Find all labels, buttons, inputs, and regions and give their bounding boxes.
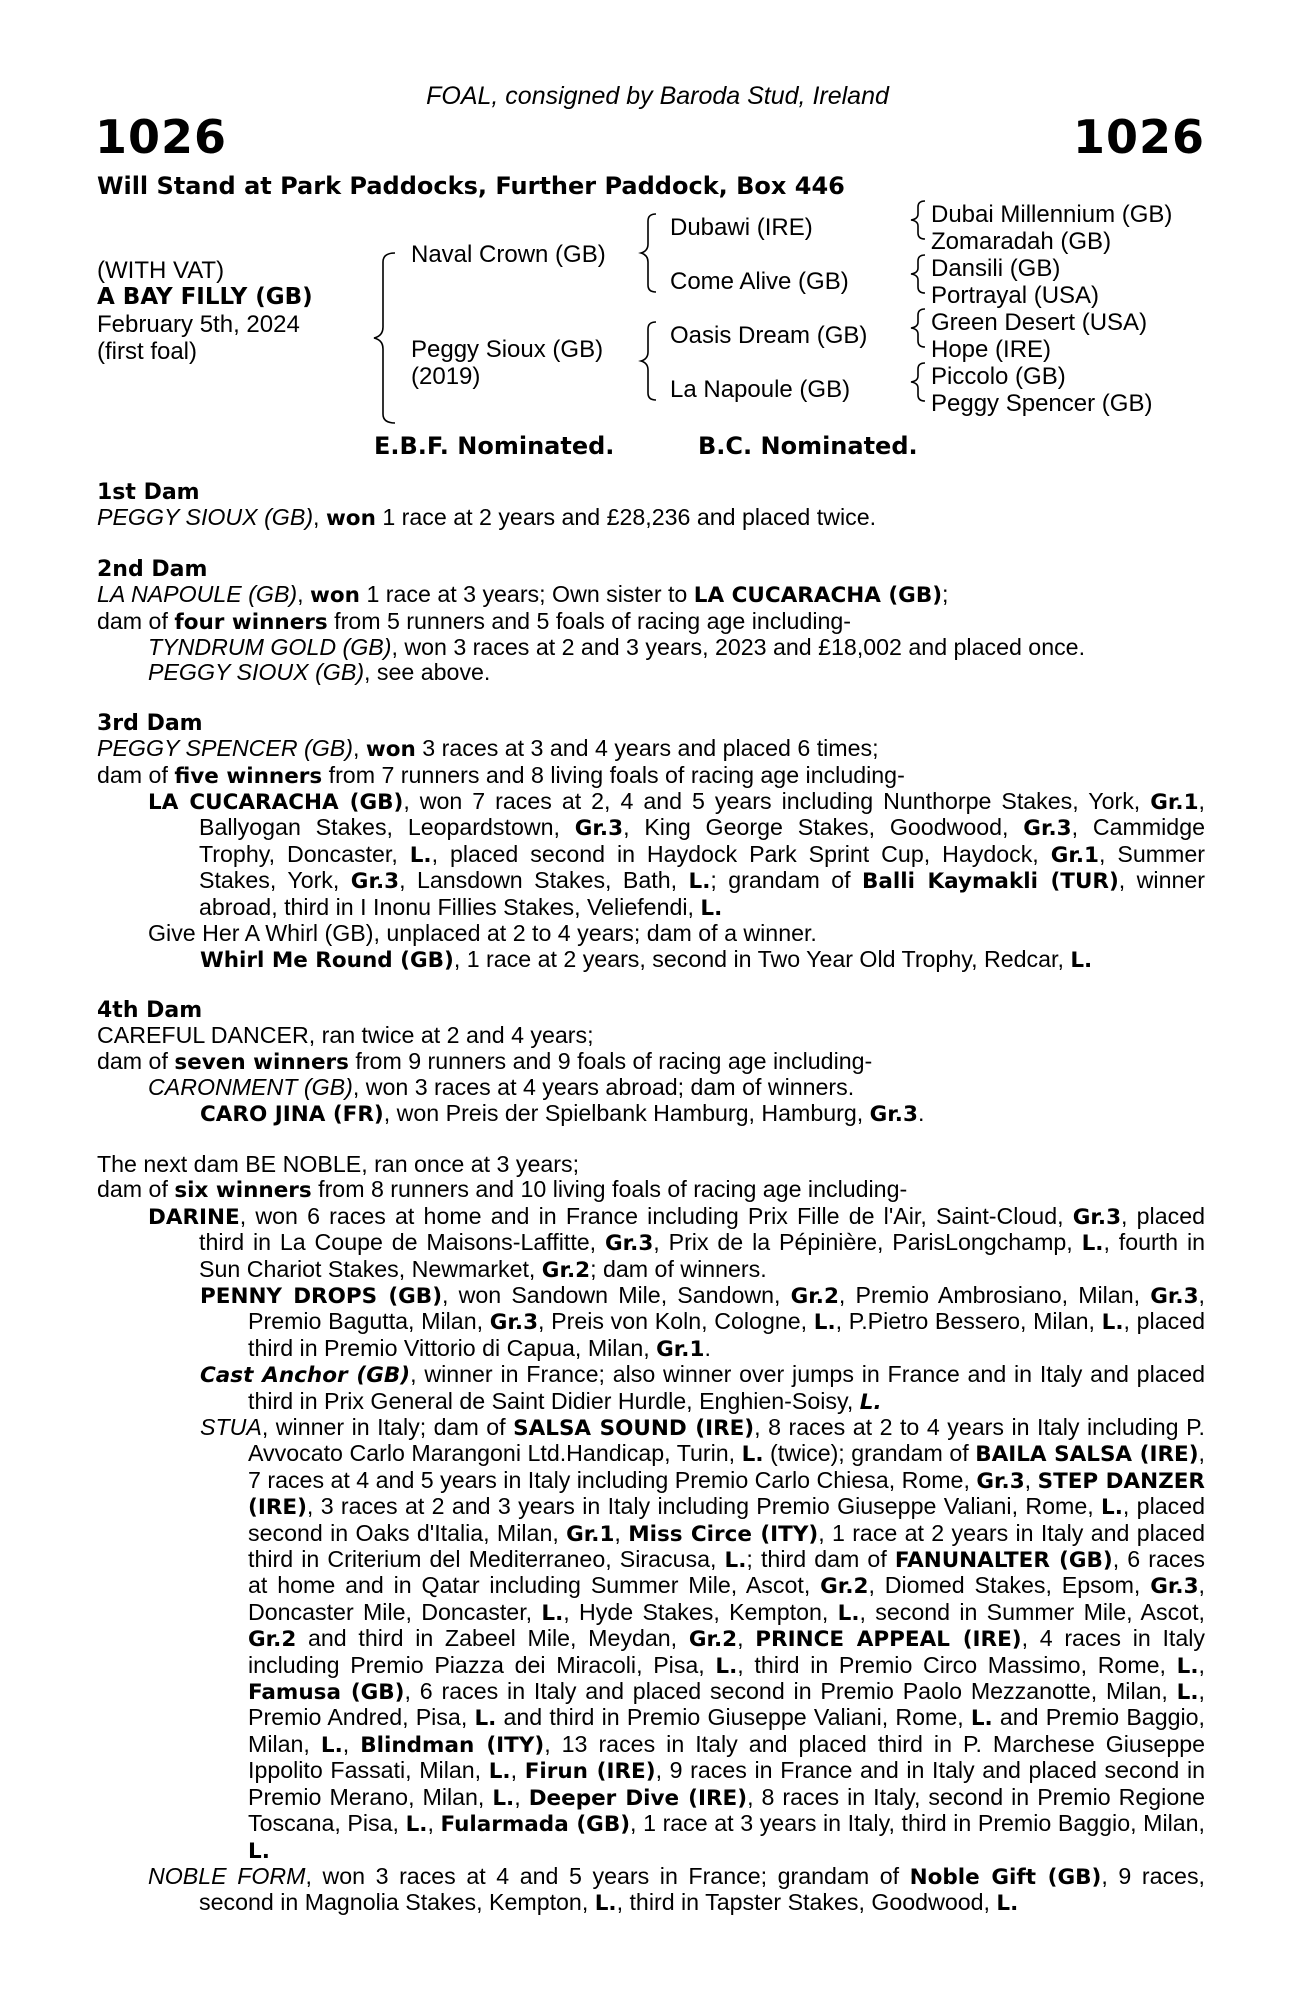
text: dam of xyxy=(97,1047,175,1074)
g3-sss: Dubai Millennium (GB) xyxy=(931,201,1173,228)
grade: L. xyxy=(594,1891,617,1917)
produce-entry xyxy=(97,789,1205,921)
text: , xyxy=(737,1625,756,1652)
horse-name: Whirl Me Round (GB) xyxy=(200,947,454,973)
text: , fourth in Sun Chariot Stakes, Newmarket, xyxy=(199,1229,1205,1282)
horse-name: Cast Anchor (GB) xyxy=(200,1363,411,1389)
ebf-nomination: E.B.F. Nominated. xyxy=(374,432,615,460)
text: , Lansdown Stakes, Bath, xyxy=(399,867,689,894)
text: dam of xyxy=(97,761,175,788)
text: , won 7 races at 2, 4 and 5 years including Nunthorpe Stakes, York, xyxy=(403,788,1151,815)
text: , placed second in Haydock Park Sprint Cup, Haydock, xyxy=(431,840,1051,867)
grade: L. xyxy=(813,1310,836,1336)
foal-note: (first foal) xyxy=(97,338,198,365)
text: , second in Summer Mile, Ascot, xyxy=(859,1598,1205,1625)
text: , third in Tapster Stakes, Goodwood, xyxy=(616,1889,997,1916)
winners-count: four winners xyxy=(174,609,328,635)
g3-ssd: Zomaradah (GB) xyxy=(931,228,1112,255)
text: , won Preis der Spielbank Hamburg, Hamburg, xyxy=(383,1099,870,1126)
horse-name: Famusa (GB) xyxy=(248,1680,405,1706)
lot-number-right: 1026 xyxy=(1072,110,1205,164)
dam-year: (2019) xyxy=(411,363,481,390)
grade: L. xyxy=(859,1389,882,1415)
third-dam-produce-line xyxy=(97,763,1205,789)
produce-entry: Give Her A Whirl (GB), unplaced at 2 to 4 years; dam of a winner. xyxy=(148,920,817,947)
grade: Gr.3 xyxy=(1150,1283,1199,1309)
text: from 8 runners and 10 living foals of racing age including- xyxy=(311,1176,908,1203)
won-label: won xyxy=(365,737,416,763)
horse-name: CARO JINA (FR) xyxy=(200,1101,384,1127)
produce-entry xyxy=(97,1075,1205,1100)
text: and third in Zabeel Mile, Meydan, xyxy=(296,1625,689,1652)
text: from 5 runners and 5 foals of racing age including- xyxy=(327,607,852,634)
produce-entry xyxy=(97,947,1205,973)
grade: L. xyxy=(405,1812,428,1838)
g3-ddd: Peggy Spencer (GB) xyxy=(931,390,1153,417)
text: ; third dam of xyxy=(746,1546,895,1573)
text: , Summer Stakes, York, xyxy=(199,840,1205,894)
grade: L. xyxy=(837,1600,860,1626)
text: dam of xyxy=(97,607,175,634)
text: . xyxy=(917,1099,925,1126)
text: . xyxy=(704,1334,711,1361)
grade: Gr.2 xyxy=(790,1283,839,1309)
text: , Doncaster Mile, Doncaster, xyxy=(248,1572,1205,1625)
text: , xyxy=(1198,1651,1205,1678)
text: , winner abroad, third in I Inonu Fillies Stakes, Veliefendi, xyxy=(199,867,1205,920)
text: , xyxy=(510,1757,525,1784)
grade: L. xyxy=(700,895,723,921)
text: , 1 race at 2 years, second in Two Year Old Trophy, Redcar, xyxy=(453,945,1071,972)
sire-name: Naval Crown (GB) xyxy=(411,241,606,268)
dam-sire: Oasis Dream (GB) xyxy=(670,322,868,349)
stand-location: Will Stand at Park Paddocks, Further Paddock, Box 446 xyxy=(97,172,845,200)
text: , 4 races in Italy including Premio Piazza dei Miracoli, Pisa, xyxy=(248,1625,1205,1678)
text: , 9 races, second in Magnolia Stakes, Kempton, xyxy=(199,1862,1205,1916)
g3-sds: Dansili (GB) xyxy=(931,255,1061,282)
sister-name: LA CUCARACHA (GB) xyxy=(693,583,943,609)
grade: Gr.2 xyxy=(541,1257,591,1283)
text: , 8 races in Italy, second in Premio Regione Toscana, Pisa, xyxy=(248,1783,1206,1837)
text: , King George Stakes, Goodwood, xyxy=(623,814,1024,841)
horse-name: STEP DANZER (IRE) xyxy=(248,1468,1205,1521)
first-dam-line: PEGGY SIOUX (GB), won 1 race at 2 years and £28,236 and placed twice. xyxy=(97,504,877,532)
grade: L. xyxy=(474,1706,497,1732)
grade: L. xyxy=(1101,1495,1123,1521)
text: , Prix de la Pépinière, ParisLongchamp, xyxy=(653,1229,1082,1256)
text: , winner in France; also winner over jumps in France and in Italy and placed third in Prix General de Saint Didier Hurdle, Enghien-Soisy, xyxy=(248,1361,1206,1414)
grade: Gr.1 xyxy=(1050,842,1099,868)
produce-entry xyxy=(97,1101,1205,1127)
grade: L. xyxy=(1176,1653,1199,1679)
horse-name: Balli Kaymakli (TUR) xyxy=(862,869,1119,895)
g3-dds: Piccolo (GB) xyxy=(931,363,1066,390)
text: ; xyxy=(942,581,949,608)
grade: L. xyxy=(741,1442,764,1468)
catalogue-body xyxy=(97,480,1205,1917)
third-dam-line: PEGGY SPENCER (GB), won 3 races at 3 and 4 years and placed 6 times; xyxy=(97,735,879,763)
dam-name: PEGGY SPENCER (GB) xyxy=(97,735,353,762)
grade: L. xyxy=(1081,1231,1104,1257)
winners-count: seven winners xyxy=(174,1049,349,1075)
text: , Premio Ambrosiano, Milan, xyxy=(838,1281,1151,1308)
text: , 6 races in Italy and placed second in Premio Paolo Mezzanotte, Milan, xyxy=(404,1678,1177,1705)
second-dam-heading: 2nd Dam xyxy=(97,556,208,582)
horse-name: Deeper Dive (IRE) xyxy=(528,1785,748,1811)
vat-note: (WITH VAT) xyxy=(97,257,225,284)
third-dam-heading: 3rd Dam xyxy=(97,710,203,736)
text: , Hyde Stakes, Kempton, xyxy=(563,1598,838,1625)
text: , Diomed Stakes, Epsom, xyxy=(868,1572,1151,1599)
won-label: won xyxy=(310,583,360,609)
produce-entry xyxy=(97,635,1205,660)
horse-name: Firun (IRE) xyxy=(524,1759,656,1785)
text: , 13 races in Italy and placed third in P. Marchese Giuseppe Ippolito Fassati, Milan, xyxy=(248,1730,1206,1784)
text: , 1 race at 2 years in Italy and placed third in Criterium del Mediterraneo, Siracusa, xyxy=(248,1519,1206,1573)
grade: L. xyxy=(541,1600,564,1626)
text: 3 races at 3 and 4 years and placed 6 times; xyxy=(415,735,879,762)
text: , won 6 races at home and in France including Prix Fille de l'Air, Saint-Cloud, xyxy=(239,1202,1073,1229)
second-dam-line: LA NAPOULE (GB), won 1 race at 3 years; Own sister to LA CUCARACHA (GB); xyxy=(97,581,949,609)
horse-name: PENNY DROPS (GB) xyxy=(200,1283,443,1309)
produce-entry xyxy=(97,1204,1205,1283)
text: , xyxy=(614,1519,629,1546)
text: (twice); grandam of xyxy=(763,1440,976,1467)
grade: L. xyxy=(724,1548,747,1574)
text: , xyxy=(427,1810,441,1837)
grade: L. xyxy=(688,869,711,895)
grade: L. xyxy=(970,1706,993,1732)
text: , 7 races at 4 and 5 years in Italy including Premio Carlo Chiesa, Rome, xyxy=(248,1440,1205,1493)
text: from 9 runners and 9 foals of racing age including- xyxy=(348,1047,873,1074)
horse-name: A BAY FILLY (GB) xyxy=(97,284,313,310)
fourth-dam-produce-line xyxy=(97,1049,1205,1075)
dam-record: 1 race at 2 years and £28,236 and placed twice. xyxy=(375,504,877,531)
g3-dss: Green Desert (USA) xyxy=(931,309,1148,336)
horse-name: Noble Gift (GB) xyxy=(909,1864,1102,1890)
grade: L. xyxy=(1101,1310,1124,1336)
horse-name: Blindman (ITY) xyxy=(360,1732,545,1758)
text: dam of xyxy=(97,1176,175,1203)
text: from 7 runners and 8 living foals of racing age including- xyxy=(322,761,905,788)
grade: L. xyxy=(248,1838,270,1864)
grade: Gr.1 xyxy=(1150,790,1199,816)
fourth-dam-heading: 4th Dam xyxy=(97,997,203,1023)
lot-number-left: 1026 xyxy=(95,110,228,164)
dam-dam: La Napoule (GB) xyxy=(670,376,851,403)
grade: Gr.3 xyxy=(574,816,624,842)
text: 1 race at 3 years; Own sister to xyxy=(360,581,694,608)
text: and Premio Baggio, Milan, xyxy=(248,1704,1205,1757)
grade: Gr.3 xyxy=(1023,816,1072,842)
text: , won 3 races at 4 years abroad; dam of winners. xyxy=(352,1074,855,1101)
text: , Premio Andred, Pisa, xyxy=(248,1678,1205,1731)
text: , Ballyogan Stakes, Leopardstown, xyxy=(199,788,1205,841)
horse-name: CARONMENT (GB) xyxy=(148,1074,353,1101)
text: ; grandam of xyxy=(710,867,863,894)
grade: L. xyxy=(492,1785,515,1811)
won-label: won xyxy=(325,506,376,532)
text: and third in Premio Giuseppe Valiani, Rome, xyxy=(496,1704,971,1731)
text: , 9 races in France and in Italy and placed second in Premio Merano, Milan, xyxy=(248,1757,1205,1810)
horse-name: NOBLE FORM xyxy=(148,1862,306,1889)
dam-name: Peggy Sioux (GB) xyxy=(411,336,604,363)
text: , 8 races at 2 to 4 years in Italy including P. Avvocato Carlo Marangoni Ltd.Handicap, Turin, xyxy=(248,1414,1205,1467)
dam-name: LA NAPOULE (GB) xyxy=(97,581,298,608)
foaling-date: February 5th, 2024 xyxy=(97,311,300,338)
horse-name: Miss Circe (ITY) xyxy=(628,1521,819,1547)
horse-name: FANUNALTER (GB) xyxy=(894,1548,1113,1574)
first-dam-heading: 1st Dam xyxy=(97,480,200,505)
text: , Cammidge Trophy, Doncaster, xyxy=(199,814,1205,867)
grade: L. xyxy=(320,1732,343,1758)
text: , placed third in La Coupe de Maisons-Laffitte, xyxy=(199,1202,1205,1256)
produce-entry xyxy=(97,1864,1205,1917)
text: , xyxy=(342,1730,361,1757)
horse-name: STUA xyxy=(200,1414,262,1440)
grade: Gr.2 xyxy=(248,1627,297,1653)
grade: Gr.3 xyxy=(350,869,400,895)
g3-sdd: Portrayal (USA) xyxy=(931,282,1100,309)
text: , Premio Bagutta, Milan, xyxy=(248,1281,1205,1335)
g3-dsd: Hope (IRE) xyxy=(931,336,1052,363)
text: , see above. xyxy=(364,659,491,686)
consignor-line: FOAL, consigned by Baroda Stud, Ireland xyxy=(426,82,889,110)
next-dam-line: The next dam BE NOBLE, ran once at 3 years; xyxy=(97,1150,580,1177)
text: , P.Pietro Bessero, Milan, xyxy=(835,1308,1102,1335)
text: , 1 race at 3 years in Italy, third in Premio Baggio, Milan, xyxy=(630,1810,1205,1837)
grade: Gr.1 xyxy=(656,1336,705,1362)
text: , xyxy=(514,1783,529,1810)
grade: L. xyxy=(1070,947,1093,973)
horse-name: TYNDRUM GOLD (GB) xyxy=(148,634,392,661)
horse-name: LA CUCARACHA (GB) xyxy=(148,790,404,816)
horse-name: DARINE xyxy=(148,1204,240,1230)
text: ; dam of winners. xyxy=(590,1255,767,1282)
dam-name: PEGGY SIOUX (GB) xyxy=(97,504,314,531)
text: , won 3 races at 2 and 3 years, 2023 and £18,002 and placed once. xyxy=(391,634,1086,661)
sire-dam: Come Alive (GB) xyxy=(670,268,849,295)
text: , xyxy=(1024,1466,1038,1493)
text: , won 3 races at 4 and 5 years in France; grandam of xyxy=(305,1862,910,1889)
text: , placed third in Premio Vittorio di Capua, Milan, xyxy=(248,1308,1205,1361)
grade: Gr.3 xyxy=(976,1468,1025,1494)
second-dam-produce-line xyxy=(97,609,1205,635)
next-dam-produce-line xyxy=(97,1177,1205,1203)
grade: Gr.2 xyxy=(820,1574,869,1600)
produce-entry xyxy=(97,660,1205,685)
produce-entry xyxy=(97,1362,1205,1415)
text: , third in Premio Circo Massimo, Rome, xyxy=(737,1651,1177,1678)
text: , winner in Italy; dam of xyxy=(261,1414,514,1440)
sire-sire: Dubawi (IRE) xyxy=(670,214,813,241)
grade: Gr.3 xyxy=(489,1310,539,1336)
produce-entry xyxy=(97,1283,1205,1362)
horse-name: PEGGY SIOUX (GB) xyxy=(148,659,365,686)
grade: Gr.3 xyxy=(604,1231,654,1257)
grade: L. xyxy=(996,1891,1019,1917)
grade: Gr.1 xyxy=(566,1521,615,1547)
grade: L. xyxy=(1176,1680,1199,1706)
horse-name: BAILA SALSA (IRE) xyxy=(975,1442,1199,1468)
horse-name: PRINCE APPEAL (IRE) xyxy=(755,1627,1022,1653)
winners-count: five winners xyxy=(174,763,323,789)
horse-name: Fularmada (GB) xyxy=(440,1812,631,1838)
grade: L. xyxy=(409,842,432,868)
bc-nomination: B.C. Nominated. xyxy=(698,432,918,460)
produce-entry xyxy=(97,1415,1205,1864)
grade: L. xyxy=(715,1653,738,1679)
grade: Gr.3 xyxy=(1150,1574,1199,1600)
text: , 6 races at home and in Qatar including Summer Mile, Ascot, xyxy=(248,1546,1205,1599)
grade: Gr.3 xyxy=(1072,1204,1122,1230)
text: , won Sandown Mile, Sandown, xyxy=(442,1281,791,1308)
fourth-dam-line: CAREFUL DANCER, ran twice at 2 and 4 years; xyxy=(97,1022,594,1049)
horse-name: SALSA SOUND (IRE) xyxy=(513,1416,755,1441)
text: , Preis von Koln, Cologne, xyxy=(538,1308,814,1335)
grade: Gr.3 xyxy=(869,1101,918,1127)
winners-count: six winners xyxy=(174,1178,312,1204)
text: , 3 races at 2 and 3 years in Italy including Premio Giuseppe Valiani, Rome, xyxy=(306,1493,1102,1520)
grade: Gr.2 xyxy=(688,1627,738,1653)
grade: L. xyxy=(488,1759,511,1785)
text: , placed second in Oaks d'Italia, Milan, xyxy=(248,1493,1206,1546)
